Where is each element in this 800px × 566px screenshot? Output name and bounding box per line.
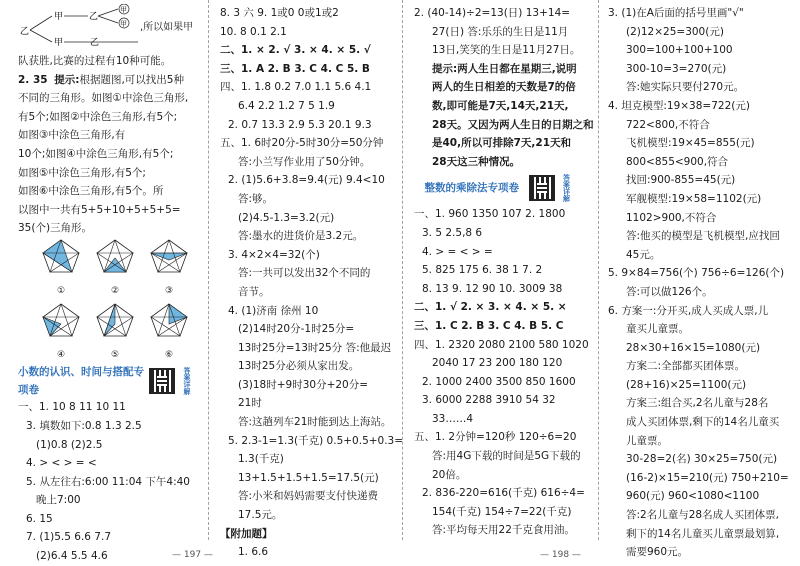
text-line: 军舰模型:19×58=1102(元) [626,192,762,205]
text-line: 五、1. 2分钟=120秒 120÷6=20 [414,431,577,444]
text-line: 答:够。 [238,192,274,205]
text-line: 6.4 2.2 1.2 7 5 1.9 [238,99,335,112]
text-line: 7. (1)5.5 6.6 7.7 [26,531,111,544]
text-line: 4. 坦克模型:19×38=722(元) [608,99,750,112]
text-line: 找回:900-855=45(元) [626,174,736,187]
pentagon-figure [146,238,192,300]
text-line: 4. > < > = < [26,457,97,470]
text-line: 晚上7:00 [36,494,81,507]
text-line: 6. 方案一:分开买,成人买成人票,儿 [608,304,769,317]
text-line: 5. 从左往右:6:00 11:04 下午4:40 [26,475,190,488]
text-line: 1. 6.6 [238,546,269,559]
column-divider [402,0,403,540]
section-title: 整数的乘除法专项卷 [424,182,519,195]
tree-node: 甲 [120,6,127,14]
figure-label: ④ [56,349,66,360]
figure-label: ② [110,285,120,296]
qr-code[interactable] [529,174,576,202]
text-line: 四、1. 1.8 0.2 7.0 1.1 5.6 4.1 [220,81,372,94]
text-line: 154(千克) 154÷7=22(千克) [432,505,572,518]
text-line: (2)12×25=300(元) [626,25,724,38]
text-line: 五、1. 6时20分-5时30分=50分钟 [220,137,384,150]
text-line: 6. 15 [26,512,53,525]
text-line: 300=100+100+100 [626,44,733,57]
text-line: 答:一共可以发出32个不同的 [238,267,371,280]
text-line: 不同的三角形。如图①中涂色三角形, [18,92,189,105]
text-line: 答:小米和妈妈需要支付快递费 [238,490,379,503]
text-line: 三、1. A 2. B 3. C 4. C 5. B [220,62,370,75]
pentagon-figure [38,302,84,364]
text-line: 2040 17 23 200 180 120 [432,357,563,370]
text-line: 答:她实际只要付270元。 [626,81,745,94]
text-line [18,71,200,90]
text-line: 一、1. 10 8 11 10 11 [18,401,126,414]
text-line: 3. 填数如下:0.8 1.3 2.5 [26,419,142,432]
text-line: 如图⑥中涂色三角形,有5个。所 [18,185,164,198]
text-line: 答:可以做126个。 [626,285,713,298]
text-line: 四、1. 2320 2080 2100 580 1020 [414,338,589,351]
text-line: 如图③中涂色三角形,有 [18,129,126,142]
text-line: 3. (1)在A后面的括号里画"√" [608,7,744,19]
text-line: 是40,所以可排除7天,21天和 [432,137,572,150]
page-number-right: — 198 — [540,550,581,560]
qr-icon [529,175,555,201]
text-line: 答:这趟列车21时能到达上海站。 [238,416,392,429]
tree-node: 乙 [20,27,30,37]
column-2 [220,4,404,562]
text-line: (3)18时+9时30分+20分= [238,378,369,391]
text-line: 4. (1)济南 徐州 10 [228,304,319,317]
page-number-left: — 197 — [172,550,213,560]
pentagon-figure [38,238,84,300]
text-line: (1)0.8 (2)2.5 [36,438,103,451]
text-line: 【附加题】 [220,527,273,540]
pentagon-figure [92,302,138,364]
text-line: 需要960元。 [626,546,689,559]
section-title-row [18,364,200,398]
text-line: 剩下的14名儿童买儿童票最划算, [626,527,780,540]
figure-label: ⑥ [164,349,174,360]
question-number: 2. 35 [18,73,48,86]
figure-label: ⑤ [110,349,120,360]
text-line: 27(日) 答:乐乐的生日是11月 [432,25,569,38]
text-line: 方案二:全部都买团体票。 [626,360,746,373]
text-line: 音节。 [238,285,270,298]
text-line: 1.3(千克) [238,453,284,466]
text-line: 300-10=3=270(元) [626,62,727,75]
text-line: 一、1. 960 1350 107 2. 1800 [414,208,566,221]
text-line: 3. 5 2.5,8 6 [422,226,483,239]
tree-node: 甲 [120,20,127,28]
text-line: 4. > = < > = [422,245,493,258]
qr-tag: 答案详解 [183,367,191,396]
text-line: 答:平均每天用22千克食用油。 [432,524,575,537]
text-line: 960(元) 960<1080<1100 [626,490,760,503]
text-line: 答:他买的模型是飞机模型,应找回 [626,230,780,243]
text-line: 3. 4×2×4=32(个) [228,248,320,261]
tree-node: 乙 [89,12,99,22]
tree-node: 甲 [54,12,64,22]
pentagon-figure [146,302,192,364]
column-1 [18,4,200,566]
text-line: 3. 6000 2288 3910 54 32 [422,394,556,407]
text-line: 数,即可能是7天,14天,21天, [432,99,569,112]
text-line: 答:2名儿童与28名成人买团体票, [626,509,779,522]
column-divider [598,0,599,540]
tree-node: 乙 [90,38,100,48]
text-line: 8. 3 六 9. 1或0 0或1或2 [220,7,339,19]
text-line: (28+16)×25=1100(元) [626,378,747,391]
text-line: 13+1.5+1.5+1.5=17.5(元) [238,471,379,484]
text-line: (2)6.4 5.5 4.6 [36,550,108,563]
text-line: 1102>900,不符合 [626,211,717,224]
text-line: 答:用4G下载的时间是5G下载的 [432,450,581,463]
text-line: 童买儿童票。 [626,323,689,336]
qr-icon [149,368,175,394]
text-line: 28天。又因为两人生日的日期之和 [432,118,594,131]
text-line: 二、1. × 2. √ 3. × 4. × 5. √ [220,44,371,57]
text-line: 2. 1000 2400 3500 850 1600 [422,375,576,388]
tree-note: ,所以如果甲 [140,21,194,33]
hint-label: 提示: [54,73,80,86]
text-line: 800<855<900,符合 [626,155,729,168]
text-line: 28天这三种情况。 [432,155,521,168]
text-line: 2. (1)5.6+3.8=9.4(元) 9.4<10 [228,174,385,187]
text-line: 5. 825 175 6. 38 1 7. 2 [422,264,543,277]
figure-label: ① [56,285,66,296]
text-line: 10. 8 0.1 2.1 [220,25,287,38]
text-line: 20倍。 [432,468,467,481]
column-divider [208,0,209,540]
text-line: 8. 13 9. 12 90 10. 3009 38 [422,282,563,295]
text-line: 5. 2.3-1=1.3(千克) 0.5+0.5+0.3= [228,434,404,447]
text-line: 成人买团体票,剩下的14名儿童买 [626,416,780,429]
text-line: 13日,笑笑的生日是11月27日。 [432,44,581,57]
text-line: 二、1. √ 2. × 3. × 4. × 5. × [414,301,567,314]
text-line: (16-2)×15=210(元) 750+210= [626,471,789,484]
text-line: 2. (40-14)÷2=13(日) 13+14= [414,7,571,19]
column-3 [414,4,594,540]
text-line: 13时25分必须从家出发。 [238,360,360,373]
text-line: 三、1. C 2. B 3. C 4. B 5. C [414,319,564,332]
text-line: (2)4.5-1.3=3.2(元) [238,211,335,224]
text-line: 45元。 [626,248,661,261]
text-line: 两人的生日相差的天数是7的倍 [432,81,576,94]
section-title-row [414,171,590,205]
hint-text: 根据题图,可以找出5种 [79,73,184,86]
text-line: 2. 836-220=616(千克) 616÷4= [422,487,585,500]
text-line: 答:小兰写作业用了50分钟。 [238,155,371,168]
text-line: 儿童票。 [626,434,668,447]
text-line: 13时25分=13时25分 答:他最迟 [238,341,392,354]
text-line: 以图中一共有5+5+10+5+5+5= [18,203,181,216]
text-line: 28×30+16×15=1080(元) [626,341,761,354]
tree-diagram-row [18,4,200,52]
text-line: 17.5元。 [238,509,283,522]
text-line: 33……4 [432,412,474,425]
text-line: 队获胜,比赛的过程有10种可能。 [18,55,172,67]
pentagon-figures [38,238,198,364]
text-line: 方案三:组合买,2名儿童与28名 [626,397,769,410]
text-line: 5. 9×84=756(个) 756÷6=126(个) [608,267,785,280]
text-line: 提示:两人生日都在星期三,说明 [432,62,577,75]
text-line: 飞机模型:19×45=855(元) [626,137,755,150]
qr-tag: 答案详解 [562,174,571,203]
text-line: 2. 0.7 13.3 2.9 5.3 20.1 9.3 [228,118,372,131]
text-line: 10个;如图④中涂色三角形,有5个; [18,147,174,160]
figure-label: ③ [164,285,174,296]
text-line: (2)14时20分-1时25分= [238,323,355,336]
text-line: 如图⑤中涂色三角形,有5个; [18,166,146,179]
tree-node: 甲 [54,38,64,48]
pentagon-figure [92,238,138,300]
text-line: 722<800,不符合 [626,118,710,131]
text-line: 答:墨水的进货价是3.2元。 [238,230,364,243]
text-line: 35(个)三角形。 [18,222,93,235]
section-title: 小数的认识、时间与搭配专项卷 [18,365,144,397]
column-4 [608,4,794,562]
text-line: 21时 [238,397,262,410]
qr-code[interactable] [149,367,196,395]
text-line: 30-28=2(名) 30×25=750(元) [626,453,778,466]
text-line: 有5个;如图②中涂色三角形,有5个; [18,110,178,123]
